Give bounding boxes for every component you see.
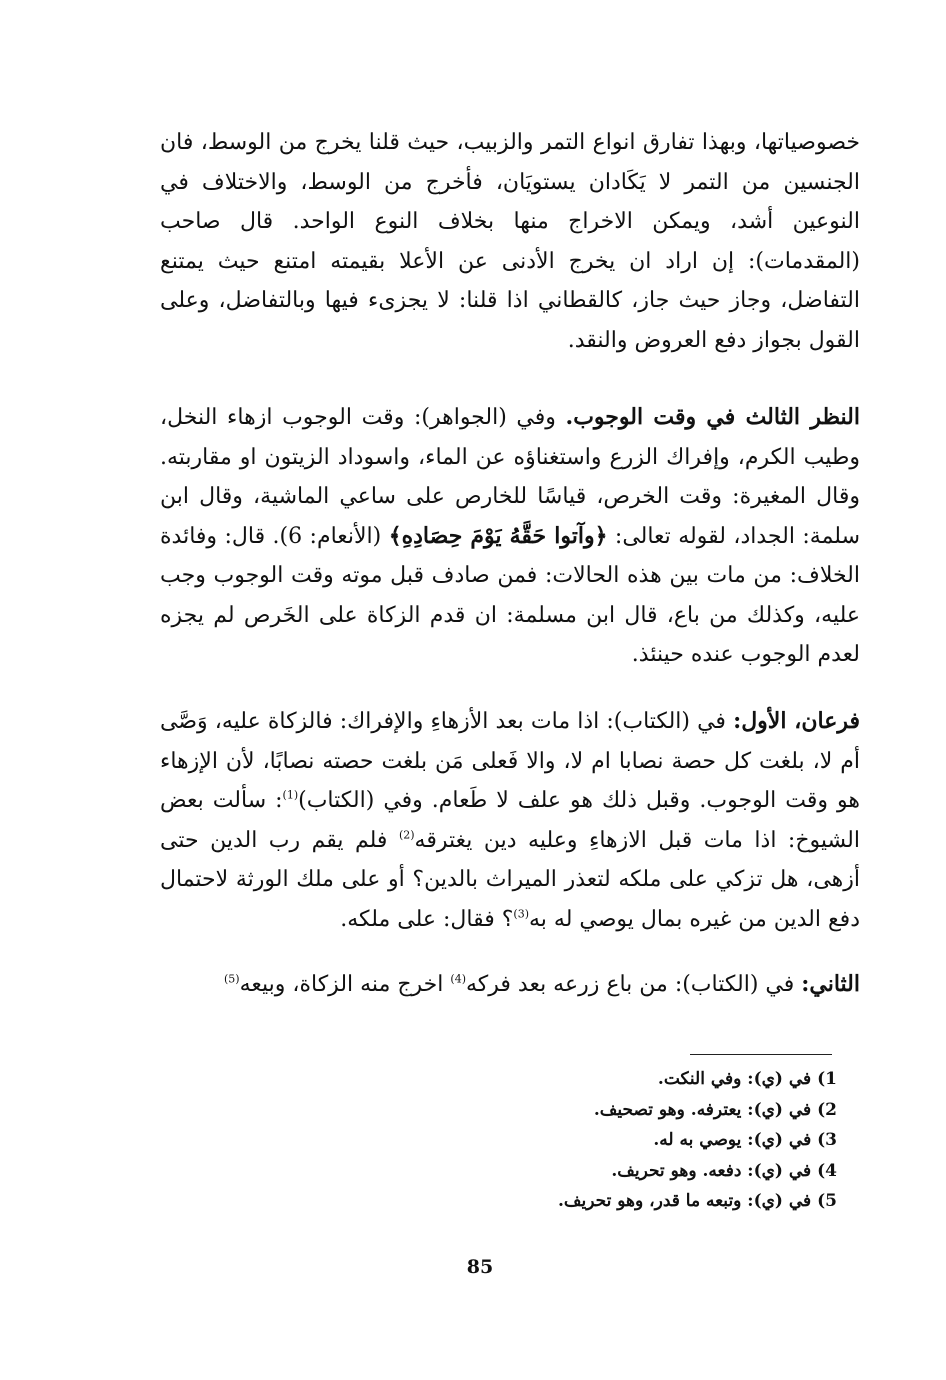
paragraph-text: خصوصياتها، وبهذا تفارق انواع التمر والزبيب، حيث قلنا يخرج من الوسط، فان الجنسين من التمر لا يَكَادان يستويَان، فأخرج من الوسط، والاختلاف في النوعين أشد، ويمكن الاخراج منها بخلاف النوع الواحد. قال صاحب (المقدمات): إن اراد ان يخرج الأدنى عن الأعلا بقيمته امتنع حيث يمتنع التفاضل، وجاز حيث جاز، كالقطاني اذا قلنا: لا يجزىء فيها وبالتفاضل، وعلى القول بجواز دفع العروض والنقد. xyxy=(160,130,860,353)
section-heading: النظر الثالث في وقت الوجوب. xyxy=(565,404,860,430)
footnote-marker[interactable]: (4) xyxy=(450,972,466,986)
paragraph-text: وفي (الجواهر): وقت الوجوب ازهاء النخل، وطيب الكرم، وإفراك الزرع واستغناؤه عن الماء، واسوداد الزيتون او مقاربته. وقال المغيرة: وقت الخرص، قياسًا للخارص على ساعي الماشية، وقال ابن سلمة: الجداد، لقوله تعالى: xyxy=(160,405,861,549)
paragraph-continuation xyxy=(160,123,860,360)
footnote-item: 1) في (ي): وفي النكت. xyxy=(657,1069,837,1089)
paragraph-time-of-obligation xyxy=(160,398,860,675)
paragraph-text: (الأنعام: 6). قال: وفائدة الخلاف: من مات بين هذه الحالات: فمن صادف قبل موته وقت الوجوب وجب عليه، وكذلك من باع، قال ابن مسلمة: ان قدم الزكاة على الخَرص لم يجزه لعدم الوجوب عنده حينئذ. xyxy=(160,523,860,667)
section-heading: فرعان، الأول: xyxy=(733,708,860,734)
footnote-item: 4) في (ي): دفعه. وهو تحريف. xyxy=(611,1160,837,1181)
footnote-item: 2) في (ي): يعترفه. وهو تصحيف. xyxy=(593,1099,837,1120)
paragraph-second-branch xyxy=(160,965,860,1005)
section-heading: الثاني: xyxy=(801,971,860,997)
footnote-marker[interactable]: (2) xyxy=(398,828,415,842)
footnote-divider xyxy=(690,1054,832,1055)
footnote-item: 5) في (ي): وتبعه ما قدر، وهو تحريف. xyxy=(558,1191,837,1211)
paragraph-text: فلم يقم رب الدين حتى أزهى، هل تزكي على ملكه لتعذر الميراث بالدين؟ أو على ملك الورثة لاحتمال دفع الدين من غيره بمال يوصي له به xyxy=(160,827,860,932)
paragraph-text: ؟ فقال: على ملكه. xyxy=(340,906,514,932)
paragraph-text: في (الكتاب): اذا مات بعد الأزهاءِ والإفراك: فالزكاة عليه، وَصَّى أم لا، بلغت كل حصة نصابا ام لا، والا فَعلى مَن بلغت حصته نصابًا، لأن الإزهاء هو وقت الوجوب. وقبل ذلك هو علف لا طَعام. وفي (الكتاب) xyxy=(160,709,860,813)
footnote-marker[interactable]: (3) xyxy=(513,907,529,921)
paragraph-text: : سألت بعض الشيوخ: اذا مات قبل الازهاءِ وعليه دين يغترقه xyxy=(160,788,860,853)
footnote-marker[interactable]: (5) xyxy=(224,972,240,986)
footnotes-list xyxy=(300,1064,837,1217)
paragraph-text: في (الكتاب): من باع زرعه بعد فركه xyxy=(465,972,802,997)
quran-verse: ﴿وآتوا حَقَّهُ يَوْمَ حِصَادِهِ﴾ xyxy=(388,522,608,549)
paragraph-text: اخرج منه الزكاة، وبيعه xyxy=(239,972,451,997)
footnote-item: 3) في (ي): يوصي به له. xyxy=(653,1130,837,1150)
paragraph-two-branches xyxy=(160,702,860,939)
footnote-marker[interactable]: (1) xyxy=(282,788,299,802)
page-number: 85 xyxy=(466,1256,494,1278)
